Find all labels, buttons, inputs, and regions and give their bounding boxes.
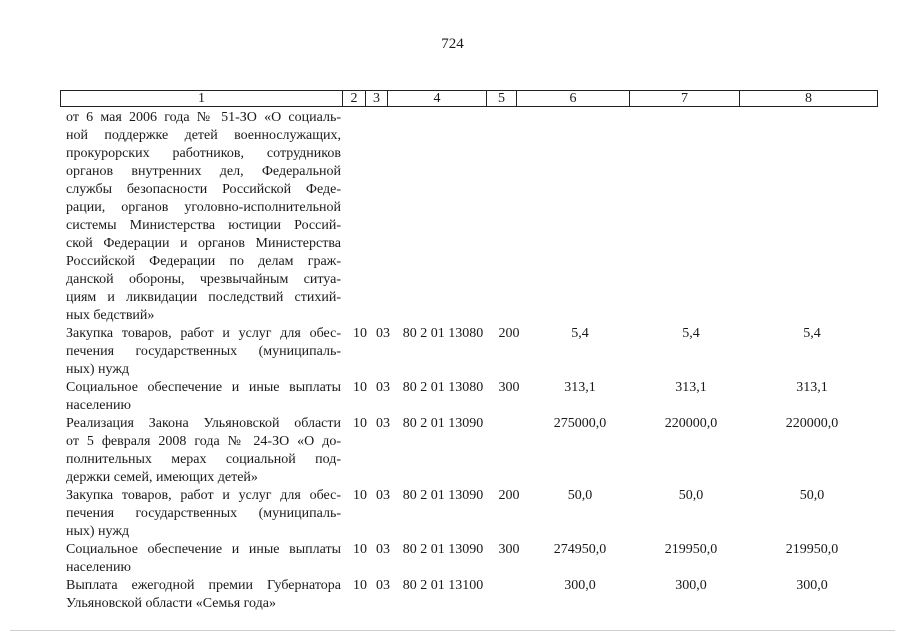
description-line: Закупка товаров, работ и услуг для обес-: [66, 488, 341, 503]
description-line: прокурорских работников, сотрудников: [66, 146, 341, 161]
cell-c3: 03: [376, 578, 390, 593]
cell-c4: 80 2 01 13080: [402, 326, 484, 341]
row-description: [66, 325, 341, 379]
header-col-6: 6: [516, 91, 629, 106]
cell-c6: 313,1: [564, 380, 596, 395]
description-line: печения государственных (муниципаль-: [66, 344, 341, 359]
row-description: [66, 415, 341, 487]
cell-c4: 80 2 01 13090: [402, 488, 484, 503]
cell-c2: 10: [353, 380, 367, 395]
cell-c7: 5,4: [682, 326, 700, 341]
cell-c3: 03: [376, 380, 390, 395]
header-col-8: 8: [739, 91, 877, 106]
table-row: [0, 379, 905, 415]
cell-c8: 220000,0: [785, 416, 839, 431]
row-description: [66, 379, 341, 415]
table-row: [0, 415, 905, 487]
description-line: Реализация Закона Ульяновской области: [66, 416, 341, 431]
description-line: от 5 февраля 2008 года № 24-ЗО «О до-: [66, 434, 341, 449]
header-col-4: 4: [387, 91, 486, 106]
cell-c8: 219950,0: [785, 542, 839, 557]
description-line: населению: [66, 560, 131, 575]
cell-c3: 03: [376, 326, 390, 341]
description-line: органов внутренних дел, Федеральной: [66, 164, 341, 179]
row-description: [66, 109, 341, 325]
description-line: Социальное обеспечение и иные выплаты: [66, 380, 341, 395]
cell-c4: 80 2 01 13100: [402, 578, 484, 593]
cell-c7: 300,0: [675, 578, 707, 593]
description-line: ных) нужд: [66, 524, 130, 539]
cell-c8: 300,0: [796, 578, 828, 593]
scan-edge-divider: [10, 630, 895, 631]
cell-c8: 5,4: [803, 326, 821, 341]
row-description: [66, 541, 341, 577]
table-header: [60, 90, 878, 107]
cell-c2: 10: [353, 578, 367, 593]
table-row: [0, 541, 905, 577]
cell-c7: 220000,0: [664, 416, 718, 431]
cell-c3: 03: [376, 488, 390, 503]
header-col-2: 2: [342, 91, 365, 106]
description-line: ской Федерации и органов Министерства: [66, 236, 341, 251]
cell-c7: 219950,0: [664, 542, 718, 557]
cell-c4: 80 2 01 13090: [402, 542, 484, 557]
description-line: Социальное обеспечение и иные выплаты: [66, 542, 341, 557]
description-line: полнительных мерах социальной под-: [66, 452, 341, 467]
header-col-3: 3: [365, 91, 387, 106]
cell-c5: 200: [498, 488, 520, 503]
table-row: [0, 577, 905, 613]
description-line: ных) нужд: [66, 362, 130, 377]
cell-c8: 313,1: [796, 380, 828, 395]
description-line: Выплата ежегодной премии Губернатора: [66, 578, 341, 593]
cell-c6: 300,0: [564, 578, 596, 593]
cell-c2: 10: [353, 416, 367, 431]
cell-c7: 50,0: [678, 488, 704, 503]
cell-c3: 03: [376, 542, 390, 557]
cell-c2: 10: [353, 488, 367, 503]
description-line: от 6 мая 2006 года № 51-ЗО «О социаль-: [66, 110, 341, 125]
description-line: системы Министерства юстиции Россий-: [66, 218, 341, 233]
table-row: [0, 325, 905, 379]
cell-c7: 313,1: [675, 380, 707, 395]
description-line: службы безопасности Российской Феде-: [66, 182, 341, 197]
description-line: Закупка товаров, работ и услуг для обес-: [66, 326, 341, 341]
description-line: печения государственных (муниципаль-: [66, 506, 341, 521]
description-line: циям и ликвидации последствий стихий-: [66, 290, 341, 305]
cell-c2: 10: [353, 326, 367, 341]
cell-c6: 5,4: [571, 326, 589, 341]
row-description: [66, 577, 341, 613]
header-col-1: 1: [198, 91, 205, 106]
description-line: населению: [66, 398, 131, 413]
description-line: держки семей, имеющих детей»: [66, 470, 258, 485]
cell-c5: 300: [498, 380, 520, 395]
cell-c8: 50,0: [799, 488, 825, 503]
cell-c4: 80 2 01 13080: [402, 380, 484, 395]
description-line: Российской Федерации по делам граж-: [66, 254, 341, 269]
description-line: Ульяновской области «Семья года»: [66, 596, 276, 611]
cell-c5: 200: [498, 326, 520, 341]
description-line: данской обороны, чрезвычайным ситуа-: [66, 272, 341, 287]
cell-c6: 50,0: [567, 488, 593, 503]
page-number: 724: [441, 36, 464, 52]
cell-c4: 80 2 01 13090: [402, 416, 484, 431]
table-row: [0, 487, 905, 541]
cell-c6: 274950,0: [553, 542, 607, 557]
description-line: рации, органов уголовно-исполнительной: [66, 200, 341, 215]
row-description: [66, 487, 341, 541]
cell-c3: 03: [376, 416, 390, 431]
cell-c6: 275000,0: [553, 416, 607, 431]
table-row: [0, 109, 905, 325]
cell-c2: 10: [353, 542, 367, 557]
header-col-7: 7: [629, 91, 739, 106]
header-col-5: 5: [486, 91, 516, 106]
description-line: ной поддержке детей военнослужащих,: [66, 128, 341, 143]
cell-c5: 300: [498, 542, 520, 557]
description-line: ных бедствий»: [66, 308, 155, 323]
